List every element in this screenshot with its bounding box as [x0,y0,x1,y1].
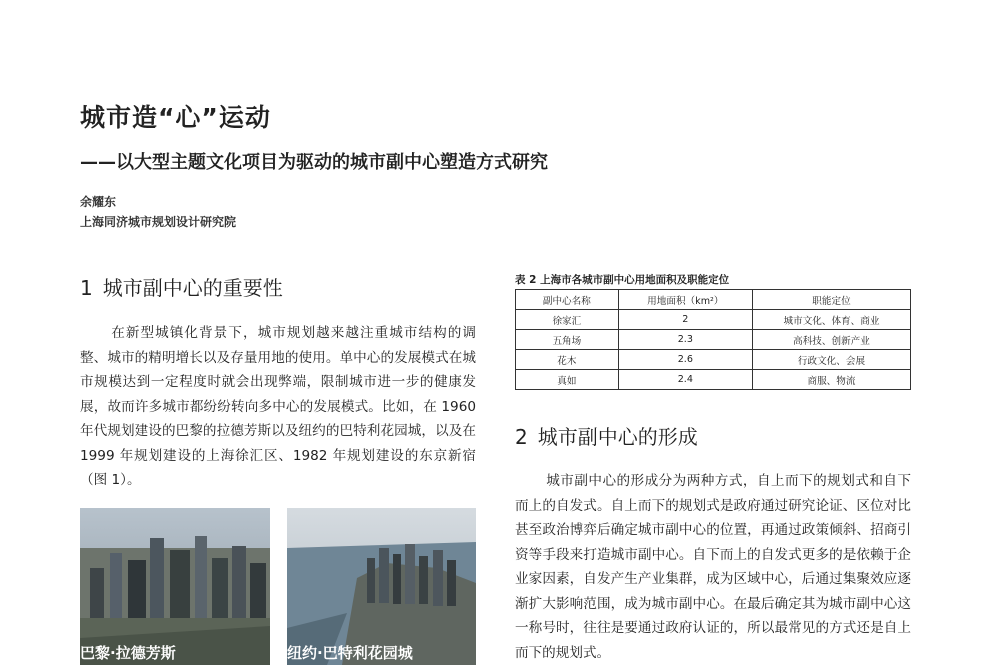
section-1-number: 1 [80,276,93,300]
table-row [516,310,911,330]
figure-paris-photo [80,508,270,665]
table-cell: 2.3 [618,330,752,350]
table-header-cell: 副中心名称 [516,290,619,310]
author-affiliation: 上海同济城市规划设计研究院 [80,215,237,229]
table-header-cell: 用地面积（km²） [618,290,752,310]
section-1-body [80,321,476,493]
table-cell: 花木 [516,350,619,370]
table-cell: 2.6 [618,350,752,370]
section-2-number: 2 [515,425,528,449]
section-2-heading [515,421,698,450]
section-2-body [515,469,911,665]
section-2-title: 城市副中心的形成 [537,425,698,449]
table-caption: 表 2 上海市各城市副中心用地面积及职能定位 [515,274,730,286]
figure-paris-caption: 巴黎·拉德芳斯 [80,644,176,662]
table-row [516,370,911,390]
table-cell: 高科技、创新产业 [752,330,910,350]
table-cell: 真如 [516,370,619,390]
table-header-row [516,290,911,310]
table-row [516,330,911,350]
table-cell: 行政文化、会展 [752,350,910,370]
section-1-title: 城市副中心的重要性 [102,276,283,300]
paper-subtitle: ——以大型主题文化项目为驱动的城市副中心塑造方式研究 [80,152,548,173]
table-cell: 2 [618,310,752,330]
section-1-heading [80,272,283,301]
section-1-paragraph: 在新型城镇化背景下，城市规划越来越注重城市结构的调整、城市的精明增长以及存量用地的使用。单中心的发展模式在城市规模达到一定程度时就会出现弊端，限制城市进一步的健康发展，故而许多城市都纷纷转向多中心的发展模式。比如，在 1960 年代规划建设的巴黎的拉德芳斯以及纽约的巴特利花园城，以及在 1999 年规划建设的上海徐汇区、1982 年规划建设的东京新宿（图 1）。 [80,325,476,488]
table-cell: 五角场 [516,330,619,350]
table-cell: 2.4 [618,370,752,390]
figure-newyork-caption: 纽约·巴特利花园城 [287,644,413,662]
table-row [516,350,911,370]
section-2-paragraph: 城市副中心的形成分为两种方式，自上而下的规划式和自下而上的自发式。自上而下的规划式是政府通过研究论证、区位对比甚至政治博弈后确定城市副中心的位置，再通过政策倾斜、招商引资等手段来打造城市副中心。自下而上的自发式更多的是依赖于企业家因素，自发产生产业集群，成为区域中心，后通过集聚效应逐渐扩大影响范围，成为城市副中心。在最后确定其为城市副中心这一称号时，往往是要通过政府认证的，所以最常见的方式还是自上而下的规划式。 [515,473,911,661]
table-cell: 城市文化、体育、商业 [752,310,910,330]
table-cell: 徐家汇 [516,310,619,330]
author-name: 余耀东 [80,195,117,209]
table-header-cell: 职能定位 [752,290,910,310]
subcenter-table [515,289,911,390]
paper-title: 城市造“心”运动 [80,103,271,132]
figure-newyork-photo [287,508,476,665]
table-cell: 商服、物流 [752,370,910,390]
